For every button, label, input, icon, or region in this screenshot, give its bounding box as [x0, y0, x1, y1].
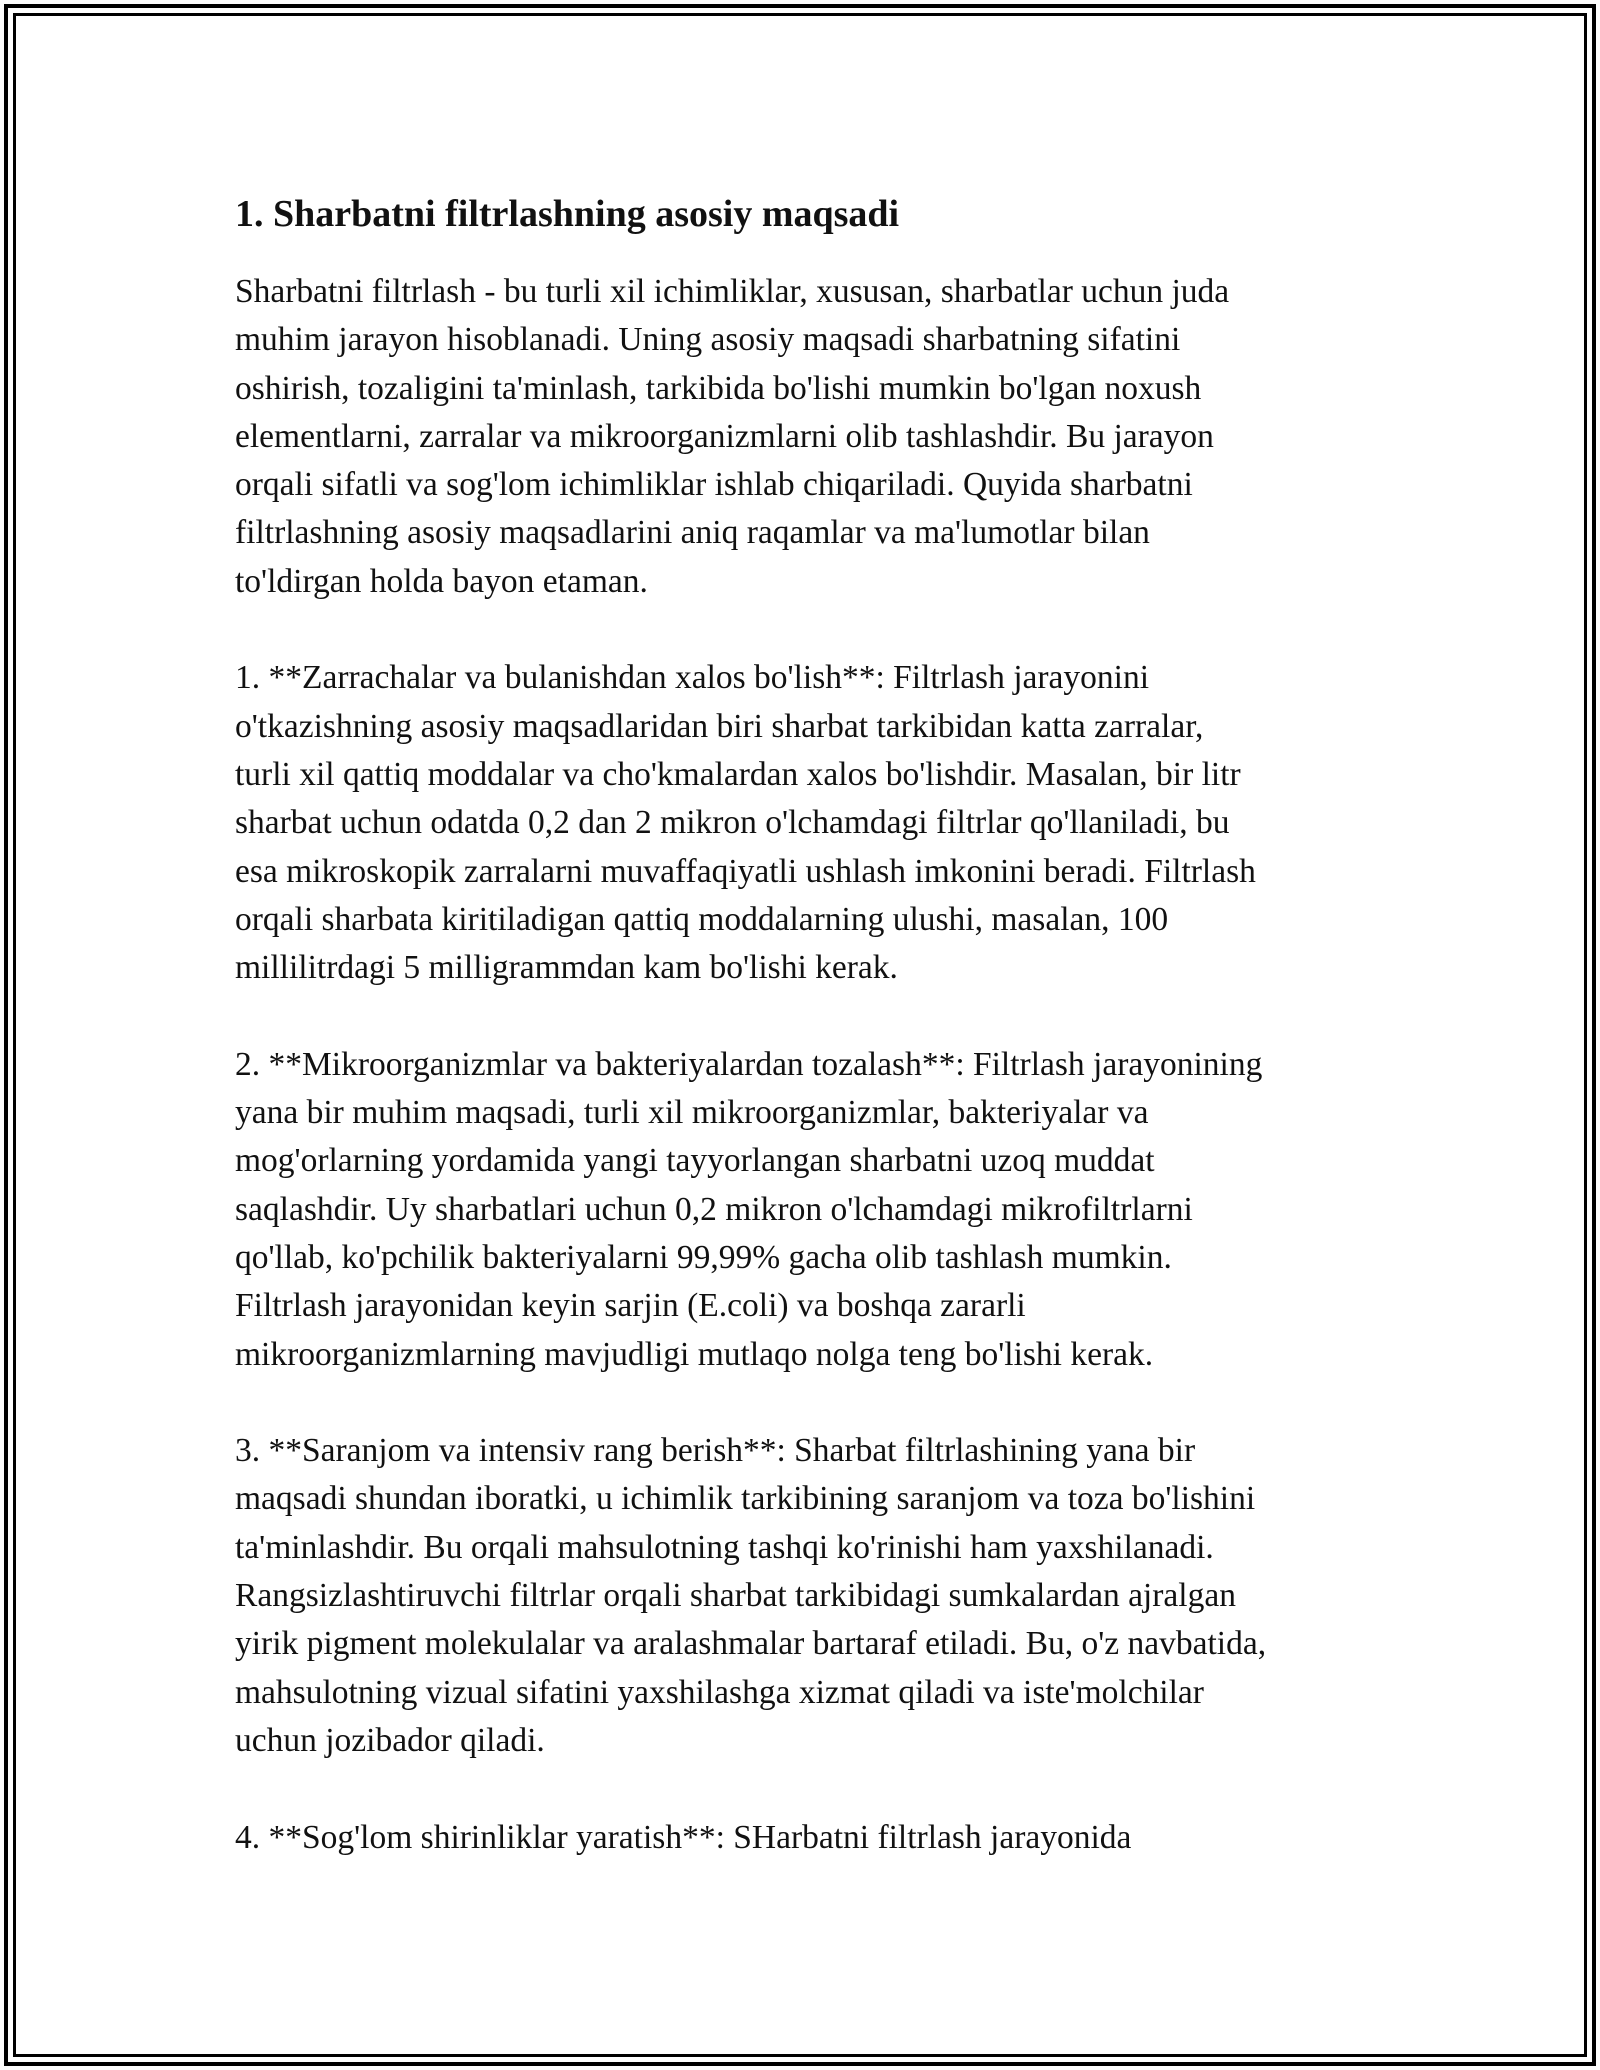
paragraph-gap	[235, 992, 1385, 1040]
document-body	[235, 184, 1385, 1862]
intro-paragraph: Sharbatni filtrlash - bu turli xil ichimliklar, xususan, sharbatlar uchun juda muhim jarayon hisoblanadi. Uning asosiy maqsadi sharbatning sifatini oshirish, tozaligini ta'minlash, tarkibida bo'lishi mumkin bo'lgan noxush elementlarni, zarralar va mikroorganizmlarni olib tashlashdir. Bu jarayon orqali sifatli va sog'lom ichimliklar ishlab chiqariladi. Quyida sharbatni filtrlashning asosiy maqsadlarini aniq raqamlar va ma'lumotlar bilan to'ldirgan holda bayon etaman.	[235, 273, 1230, 600]
section-heading: 1. Sharbatni filtrlashning asosiy maqsadi	[235, 193, 900, 235]
list-item-1-paragraph: 1. **Zarrachalar va bulanishdan xalos bo'lish**: Filtrlash jarayonini o'tkazishning asosiy maqsadlaridan biri sharbat tarkibidan katta zarralar, turli xil qattiq moddalar va cho'kmalardan xalos bo'lishdir. Masalan, bir litr sharbat uchun odatda 0,2 dan 2 mikron o'lchamdagi filtrlar qo'llaniladi, bu esa mikroskopik zarralarni muvaffaqiyatli ushlash imkonini beradi. Filtrlash orqali sharbata kiritiladigan qattiq moddalarning ulushi, masalan, 100 millilitrdagi 5 milligrammdan kam bo'lishi kerak.	[235, 659, 1256, 987]
list-item-2-paragraph: 2. **Mikroorganizmlar va bakteriyalardan tozalash**: Filtrlash jarayonining yana bir muhim maqsadi, turli xil mikroorganizmlar, bakteriyalar va mog'orlarning yordamida yangi tayyorlangan sharbatni uzoq muddat saqlashdir. Uy sharbatlari uchun 0,2 mikron o'lchamdagi mikrofiltrlarni qo'llab, ko'pchilik bakteriyalarni 99,99% gacha olib tashlash mumkin. Filtrlash jarayonidan keyin sarjin (E.coli) va boshqa zararli mikroorganizmlarning mavjudligi mutlaqo nolga teng bo'lishi kerak.	[235, 1045, 1263, 1373]
paragraph-gap	[235, 1765, 1385, 1813]
list-item-4-paragraph: 4. **Sog'lom shirinliklar yaratish**: SHarbatni filtrlash jarayonida	[235, 1818, 1132, 1856]
paragraph-gap	[235, 1379, 1385, 1427]
list-item-3-paragraph: 3. **Saranjom va intensiv rang berish**: Sharbat filtrlashining yana bir maqsadi shundan iboratki, u ichimlik tarkibining saranjom va toza bo'lishini ta'minlashdir. Bu orqali mahsulotning tashqi ko'rinishi ham yaxshilanadi. Rangsizlashtiruvchi filtrlar orqali sharbat tarkibidagi sumkalardan ajralgan yirik pigment molekulalar va aralashmalar bartaraf etiladi. Bu, o'z navbatida, mahsulotning vizual sifatini yaxshilashga xizmat qiladi va iste'molchilar uchun jozibador qiladi.	[235, 1432, 1267, 1759]
paragraph-gap	[235, 606, 1385, 654]
